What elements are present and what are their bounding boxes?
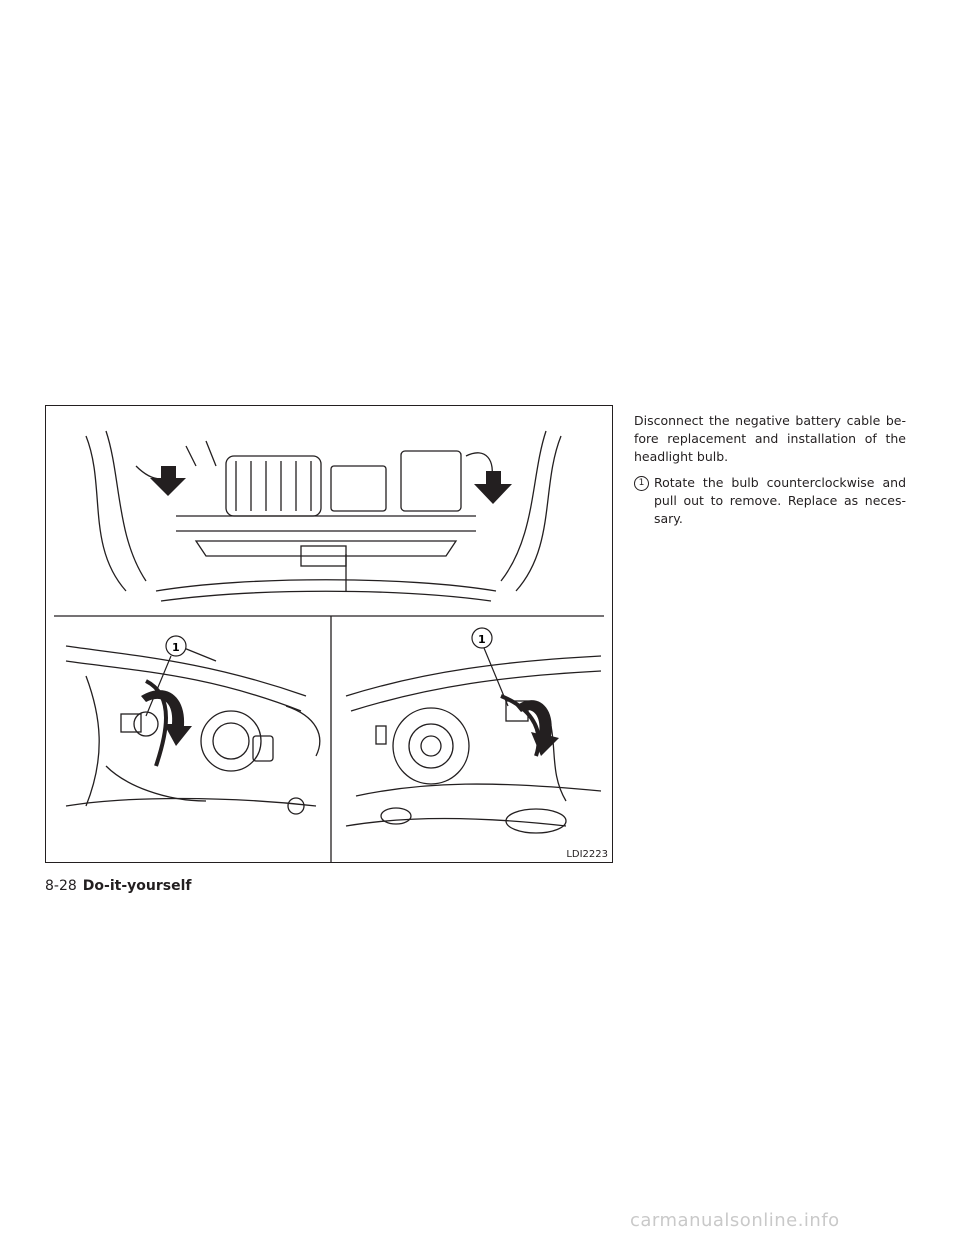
- instructions-column: [634, 412, 906, 528]
- figure-code: LDI2223: [566, 849, 608, 860]
- page-number: 8-28: [45, 878, 77, 894]
- callout-left-label: 1: [172, 641, 180, 654]
- page-footer: [45, 878, 191, 894]
- step-item: [634, 474, 906, 528]
- headlight-illustration: [45, 405, 613, 863]
- callout-right-label: 1: [478, 633, 486, 646]
- watermark-text: carmanualsonline.info: [630, 1210, 840, 1231]
- intro-paragraph: Disconnect the negative battery cable be-fore replacement and installation of the headlight bulb.: [634, 413, 906, 464]
- engine-bay-diagram: [46, 406, 613, 863]
- section-title: Do-it-yourself: [82, 878, 192, 894]
- step-text: Rotate the bulb counterclockwise and pull out to remove. Replace as neces-sary.: [654, 475, 906, 526]
- step-number-icon: 1: [634, 476, 649, 491]
